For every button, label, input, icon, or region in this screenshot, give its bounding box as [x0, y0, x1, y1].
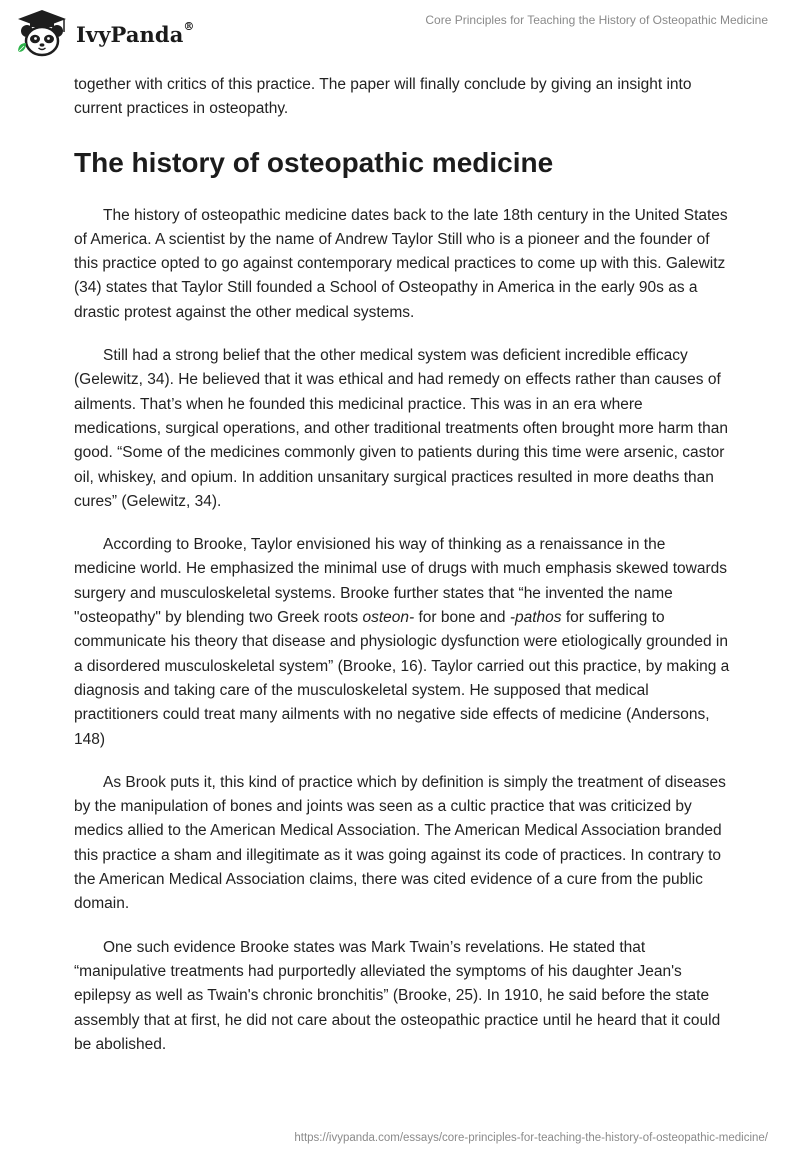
section-heading: The history of osteopathic medicine	[74, 146, 554, 178]
document-title: Core Principles for Teaching the History of Osteopathic Medicine	[425, 13, 768, 27]
panda-graduate-icon	[14, 8, 70, 60]
source-url[interactable]: https://ivypanda.com/essays/core-principles-for-teaching-the-history-of-osteopathic-medicine/	[294, 1132, 768, 1144]
paragraph-3-text-c: for suffering to communicate his theory that disease and physiologic dysfunction were etiologically grounded in a disordered musculoskeletal system” (Brooke, 16). Taylor carried out this practice, by making a diagnosis and taking care of the musculoskeletal system. He supposed that medical practitioners could treat many ailments with no negative side effects of medicine (Andersons, 148)	[74, 609, 730, 748]
logo-wordmark: IvyPanda®	[76, 19, 195, 47]
paragraph-3-italic-pathos: -pathos	[509, 609, 562, 627]
paragraph-2: Still had a strong belief that the other medical system was deficient incredible efficacy (Gelewitz, 34). He believed that it was ethical and had remedy on effects rather than causes of ailments. That’s when he founded this medicinal practice. This was in an era where medications, surgical operations, and other traditional treatments often brought more harm than good. “Some of the medicines commonly given to patients during this time were arsenic, castor oil, whiskey, and opium. In addition unsanitary surgical practices resulted in more deaths than cures” (Gelewitz, 34).	[74, 347, 728, 510]
essay-body	[74, 73, 730, 1076]
paragraph-3-italic-osteon: osteon-	[362, 609, 415, 627]
paragraph-3-text-b: for bone and	[414, 609, 510, 627]
paragraph-4: As Brook puts it, this kind of practice which by definition is simply the treatment of diseases by the manipulation of bones and joints was seen as a cultic practice that was criticized by medics allied to the American Medical Association. The American Medical Association branded this practice a sham and illegitimate as it was going against its code of practices. In contrary to the American Medical Association claims, there was cited evidence of a cure from the public domain.	[74, 773, 726, 913]
page-header	[0, 0, 800, 70]
intro-paragraph: together with critics of this practice. The paper will finally conclude by giving an insight into current practices in osteopathy.	[74, 76, 692, 118]
paragraph-1: The history of osteopathic medicine dates back to the late 18th century in the United States of America. A scientist by the name of Andrew Taylor Still who is a pioneer and the founder of this practice opted to go against contemporary medical practices to come up with this. Galewitz (34) states that Taylor Still founded a School of Osteopathy in America in the early 90s as a drastic protest against the other medical systems.	[74, 206, 728, 321]
paragraph-5: One such evidence Brooke states was Mark Twain’s revelations. He stated that “manipulative treatments had purportedly alleviated the symptoms of his daughter Jean's epilepsy as well as Twain's chronic bronchitis” (Brooke, 25). In 1910, he said before the state assembly that at first, he did not care about the osteopathic practice until he heard that it could be abolished.	[74, 938, 721, 1053]
ivypanda-logo[interactable]	[14, 8, 195, 60]
paragraph-3-text-a: According to Brooke, Taylor envisioned his way of thinking as a renaissance in the medicine world. He emphasized the minimal use of drugs with much emphasis skewed towards surgery and musculoskeletal systems. Brooke further states that “he invented the name "osteopathy" by blending two Greek roots	[74, 536, 728, 627]
paragraph-3	[74, 533, 730, 752]
